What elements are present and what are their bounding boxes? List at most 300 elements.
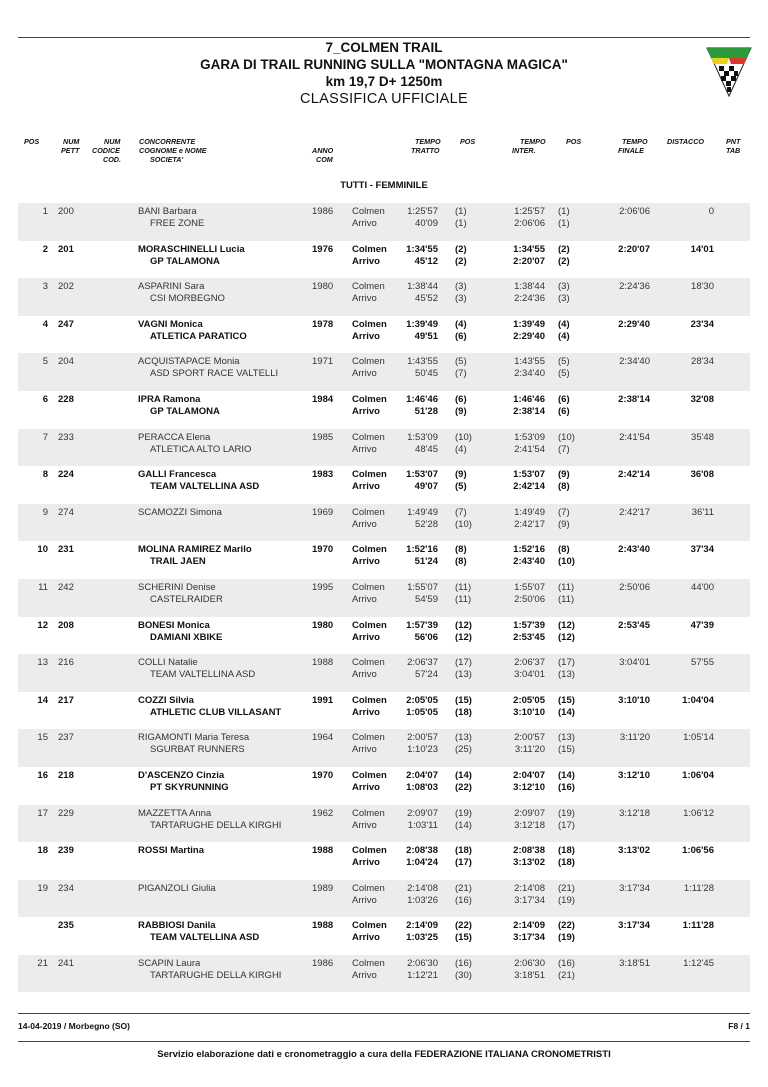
row-inter-time-1: 1:53'07 xyxy=(513,469,545,481)
row-checkpoint-1: Colmen xyxy=(352,920,387,932)
row-position: 16 xyxy=(37,769,48,781)
col-tempo-tratto-1: TEMPO xyxy=(415,137,441,146)
row-checkpoint-2: Arrivo xyxy=(352,857,380,869)
row-position: 4 xyxy=(42,318,48,330)
row-birth-year: 1988 xyxy=(312,657,334,669)
col-pos: POS xyxy=(24,137,40,146)
row-final-time: 2:42'14 xyxy=(618,469,650,481)
row-inter-time-2: 3:10'10 xyxy=(513,706,545,718)
row-split-pos-1: (16) xyxy=(455,957,472,969)
row-bib-number: 208 xyxy=(58,619,74,631)
row-checkpoint-2: Arrivo xyxy=(352,894,377,906)
row-inter-pos-2: (19) xyxy=(558,894,575,906)
col-num-codice-2: CODICE xyxy=(92,146,120,155)
row-split-pos-1: (12) xyxy=(455,619,472,631)
table-row xyxy=(18,278,750,316)
row-checkpoint-2: Arrivo xyxy=(352,443,377,455)
row-checkpoint-1: Colmen xyxy=(352,206,385,217)
row-final-time: 3:10'10 xyxy=(618,694,650,706)
col-num-codice-3: COD. xyxy=(103,155,121,164)
row-inter-time-2: 3:17'34 xyxy=(514,894,545,906)
row-final-time: 3:12'18 xyxy=(619,807,650,819)
row-inter-pos-1: (22) xyxy=(558,920,575,932)
row-club: FREE ZONE xyxy=(150,218,205,229)
col-concorrente-2: COGNOME e NOME xyxy=(139,146,207,155)
row-split-time-1: 1:53'09 xyxy=(407,431,438,443)
row-inter-pos-2: (19) xyxy=(558,932,575,944)
row-inter-pos-1: (12) xyxy=(558,619,575,631)
row-inter-pos-2: (12) xyxy=(558,631,575,643)
row-split-time-1: 2:14'08 xyxy=(407,882,438,894)
row-inter-time-1: 1:52'16 xyxy=(513,544,545,556)
row-inter-time-2: 2:34'40 xyxy=(514,368,545,380)
row-athlete-name: MOLINA RAMIREZ Marilo xyxy=(138,544,252,556)
row-final-time: 3:18'51 xyxy=(619,957,650,969)
row-gap: 47'39 xyxy=(690,619,714,631)
row-gap: 18'30 xyxy=(691,281,714,293)
row-inter-time-2: 3:12'10 xyxy=(513,781,545,793)
row-split-pos-2: (5) xyxy=(455,481,467,493)
fict-logo-icon xyxy=(705,42,753,98)
row-birth-year: 1962 xyxy=(312,807,334,819)
row-position: 21 xyxy=(37,957,48,969)
row-checkpoint-2: Arrivo xyxy=(352,932,380,944)
row-checkpoint-1: Colmen xyxy=(352,807,385,819)
col-concorrente-3: SOCIETA' xyxy=(150,155,184,164)
row-split-pos-2: (3) xyxy=(455,293,467,305)
row-athlete-name: BANI Barbara xyxy=(138,206,197,217)
race-distance: km 19,7 D+ 1250m xyxy=(325,74,443,89)
row-inter-pos-1: (13) xyxy=(558,732,575,744)
row-bib-number: 201 xyxy=(58,243,74,255)
row-inter-time-1: 2:05'05 xyxy=(513,694,545,706)
row-bib-number: 216 xyxy=(58,657,74,669)
row-split-pos-1: (5) xyxy=(455,356,467,368)
table-row xyxy=(18,241,750,279)
row-position: 3 xyxy=(42,281,48,293)
row-split-time-1: 1:39'49 xyxy=(406,318,438,330)
table-row xyxy=(18,579,750,617)
section-title: TUTTI - FEMMINILE xyxy=(340,180,428,191)
row-gap: 1:11'28 xyxy=(682,920,714,932)
row-split-time-1: 1:43'55 xyxy=(407,356,438,368)
row-bib-number: 231 xyxy=(58,544,74,556)
col-tempo-inter-2: INTER. xyxy=(512,146,536,155)
row-inter-pos-2: (3) xyxy=(558,293,570,305)
row-athlete-name: MAZZETTA Anna xyxy=(138,807,212,819)
row-checkpoint-1: Colmen xyxy=(352,318,387,330)
row-inter-time-1: 2:04'07 xyxy=(513,769,545,781)
row-bib-number: 200 xyxy=(58,206,74,217)
col-anno-1: ANNO xyxy=(312,146,334,155)
column-headers xyxy=(0,137,768,171)
row-final-time: 2:38'14 xyxy=(618,393,650,405)
row-split-time-2: 52'28 xyxy=(415,518,438,530)
row-gap: 36'11 xyxy=(691,506,714,518)
row-position: 19 xyxy=(37,882,48,894)
row-birth-year: 1970 xyxy=(312,544,334,556)
row-athlete-name: D'ASCENZO Cinzia xyxy=(138,769,225,781)
row-split-time-1: 2:04'07 xyxy=(406,769,438,781)
row-inter-time-2: 2:53'45 xyxy=(513,631,545,643)
table-row xyxy=(18,617,750,655)
row-split-pos-2: (1) xyxy=(455,218,467,229)
row-inter-pos-1: (21) xyxy=(558,882,575,894)
row-gap: 1:06'04 xyxy=(682,769,714,781)
row-split-time-2: 56'06 xyxy=(414,631,438,643)
row-split-pos-2: (13) xyxy=(455,669,472,681)
row-checkpoint-2: Arrivo xyxy=(352,819,377,831)
row-birth-year: 1986 xyxy=(312,957,334,969)
row-split-time-1: 1:25'57 xyxy=(407,206,438,217)
row-birth-year: 1988 xyxy=(312,920,334,932)
row-birth-year: 1995 xyxy=(312,581,334,593)
row-inter-pos-1: (5) xyxy=(558,356,570,368)
row-split-time-2: 1:03'11 xyxy=(407,819,438,831)
row-final-time: 3:13'02 xyxy=(618,845,650,857)
row-split-pos-1: (6) xyxy=(455,393,467,405)
row-inter-pos-2: (14) xyxy=(558,706,575,718)
row-inter-pos-2: (7) xyxy=(558,443,570,455)
row-gap: 44'00 xyxy=(691,581,714,593)
row-final-time: 2:53'45 xyxy=(618,619,650,631)
row-split-time-2: 45'12 xyxy=(414,255,438,267)
col-pos-tratto: POS xyxy=(460,137,476,146)
row-split-pos-2: (8) xyxy=(455,556,467,568)
row-inter-time-2: 3:17'34 xyxy=(513,932,545,944)
row-checkpoint-1: Colmen xyxy=(352,957,385,969)
row-position: 14 xyxy=(37,694,48,706)
row-inter-time-1: 1:55'07 xyxy=(514,581,545,593)
row-inter-pos-1: (9) xyxy=(558,469,570,481)
row-bib-number: 274 xyxy=(58,506,74,518)
row-split-pos-1: (13) xyxy=(455,732,472,744)
row-birth-year: 1976 xyxy=(312,243,334,255)
table-row xyxy=(18,316,750,354)
row-final-time: 2:43'40 xyxy=(618,544,650,556)
row-checkpoint-1: Colmen xyxy=(352,431,385,443)
results-table xyxy=(18,203,750,992)
row-checkpoint-2: Arrivo xyxy=(352,330,380,342)
row-bib-number: 217 xyxy=(58,694,74,706)
row-split-time-2: 50'45 xyxy=(415,368,438,380)
row-club: TARTARUGHE DELLA KIRGHI xyxy=(150,969,282,981)
row-split-time-1: 2:05'05 xyxy=(406,694,438,706)
row-inter-pos-2: (5) xyxy=(558,368,570,380)
row-inter-time-2: 2:29'40 xyxy=(513,330,545,342)
row-inter-time-2: 3:04'01 xyxy=(514,669,545,681)
row-club: ATLETICA ALTO LARIO xyxy=(150,443,252,455)
footer-page-number: F8 / 1 xyxy=(728,1021,750,1031)
top-rule xyxy=(18,37,750,38)
row-checkpoint-1: Colmen xyxy=(352,732,385,744)
row-split-time-2: 1:10'23 xyxy=(407,744,438,756)
race-subtitle: GARA DI TRAIL RUNNING SULLA "MONTAGNA MAGICA" xyxy=(200,57,568,72)
row-club: GP TALAMONA xyxy=(150,255,220,267)
row-final-time: 3:11'20 xyxy=(619,732,650,744)
row-split-time-1: 1:57'39 xyxy=(406,619,438,631)
row-bib-number: 234 xyxy=(58,882,74,894)
row-split-time-2: 40'09 xyxy=(415,218,438,229)
row-club: TEAM VALTELLINA ASD xyxy=(150,669,256,681)
row-inter-time-1: 1:57'39 xyxy=(513,619,545,631)
row-gap: 35'48 xyxy=(691,431,714,443)
row-club: ASD SPORT RACE VALTELLI xyxy=(150,368,279,380)
row-inter-time-1: 2:09'07 xyxy=(514,807,545,819)
row-inter-time-2: 2:42'14 xyxy=(513,481,545,493)
row-split-time-1: 1:34'55 xyxy=(406,243,438,255)
row-split-pos-2: (9) xyxy=(455,405,467,417)
row-club: GP TALAMONA xyxy=(150,405,220,417)
row-split-time-2: 1:12'21 xyxy=(407,969,438,981)
row-inter-pos-2: (13) xyxy=(558,669,575,681)
table-row xyxy=(18,805,750,843)
row-inter-time-2: 3:13'02 xyxy=(513,857,545,869)
row-split-pos-2: (2) xyxy=(455,255,467,267)
row-club: CSI MORBEGNO xyxy=(150,293,225,305)
row-split-time-1: 2:08'38 xyxy=(406,845,438,857)
row-split-pos-1: (8) xyxy=(455,544,467,556)
row-position: 1 xyxy=(42,206,48,217)
row-split-time-1: 2:00'57 xyxy=(407,732,438,744)
row-final-time: 2:24'36 xyxy=(619,281,650,293)
row-inter-pos-1: (11) xyxy=(558,581,575,593)
row-gap: 1:06'12 xyxy=(683,807,714,819)
row-split-pos-1: (21) xyxy=(455,882,472,894)
row-inter-time-2: 2:20'07 xyxy=(513,255,545,267)
row-position: 9 xyxy=(42,506,48,518)
row-gap: 36'08 xyxy=(690,469,714,481)
row-athlete-name: IPRA Ramona xyxy=(138,393,201,405)
row-athlete-name: PIGANZOLI Giulia xyxy=(138,882,216,894)
row-split-time-1: 2:09'07 xyxy=(407,807,438,819)
row-checkpoint-2: Arrivo xyxy=(352,218,377,229)
row-club: TEAM VALTELLINA ASD xyxy=(150,932,260,944)
col-concorrente-1: CONCORRENTE xyxy=(139,137,196,146)
table-row xyxy=(18,429,750,467)
row-split-pos-1: (7) xyxy=(455,506,467,518)
row-bib-number: 233 xyxy=(58,431,74,443)
row-split-pos-1: (22) xyxy=(455,920,472,932)
row-inter-time-2: 2:42'17 xyxy=(514,518,545,530)
table-row xyxy=(18,541,750,579)
row-final-time: 3:12'10 xyxy=(618,769,650,781)
table-row xyxy=(18,391,750,429)
row-bib-number: 224 xyxy=(58,469,74,481)
row-split-time-2: 49'51 xyxy=(414,330,438,342)
row-club: TRAIL JAEN xyxy=(150,556,206,568)
row-inter-pos-2: (18) xyxy=(558,857,575,869)
row-bib-number: 239 xyxy=(58,845,74,857)
row-split-pos-2: (30) xyxy=(455,969,472,981)
row-inter-pos-1: (19) xyxy=(558,807,575,819)
row-inter-time-2: 3:18'51 xyxy=(514,969,545,981)
row-club: CASTELRAIDER xyxy=(150,593,223,605)
row-inter-pos-1: (6) xyxy=(558,393,570,405)
row-split-pos-1: (10) xyxy=(455,431,472,443)
row-inter-pos-2: (11) xyxy=(558,593,575,605)
row-inter-time-2: 2:50'06 xyxy=(514,593,545,605)
row-checkpoint-2: Arrivo xyxy=(352,255,380,267)
row-split-pos-2: (12) xyxy=(455,631,472,643)
table-row xyxy=(18,955,750,993)
row-inter-time-2: 3:11'20 xyxy=(514,744,545,756)
row-inter-time-2: 2:06'06 xyxy=(514,218,545,229)
row-club: TARTARUGHE DELLA KIRGHI xyxy=(150,819,282,831)
row-checkpoint-1: Colmen xyxy=(352,581,385,593)
row-checkpoint-1: Colmen xyxy=(352,694,387,706)
row-split-time-2: 48'45 xyxy=(415,443,438,455)
row-split-time-2: 1:08'03 xyxy=(406,781,438,793)
row-split-time-2: 57'24 xyxy=(415,669,438,681)
row-birth-year: 1988 xyxy=(312,845,334,857)
row-inter-pos-2: (17) xyxy=(558,819,575,831)
row-bib-number: 229 xyxy=(58,807,74,819)
row-split-time-1: 1:52'16 xyxy=(406,544,438,556)
row-birth-year: 1985 xyxy=(312,431,334,443)
row-birth-year: 1980 xyxy=(312,281,334,293)
table-row xyxy=(18,842,750,880)
row-birth-year: 1964 xyxy=(312,732,334,744)
table-row xyxy=(18,767,750,805)
row-checkpoint-1: Colmen xyxy=(352,882,385,894)
row-split-pos-2: (22) xyxy=(455,781,472,793)
row-split-time-2: 1:05'05 xyxy=(406,706,438,718)
row-split-pos-2: (7) xyxy=(455,368,467,380)
row-athlete-name: GALLI Francesca xyxy=(138,469,217,481)
row-gap: 1:05'14 xyxy=(683,732,714,744)
row-split-time-2: 49'07 xyxy=(414,481,438,493)
race-title: 7_COLMEN TRAIL xyxy=(325,40,443,55)
row-inter-pos-1: (8) xyxy=(558,544,570,556)
row-checkpoint-2: Arrivo xyxy=(352,556,380,568)
row-inter-pos-2: (10) xyxy=(558,556,575,568)
row-split-time-1: 1:46'46 xyxy=(406,393,438,405)
row-split-pos-1: (11) xyxy=(455,581,472,593)
row-gap: 37'34 xyxy=(690,544,714,556)
row-inter-pos-2: (16) xyxy=(558,781,575,793)
row-inter-time-1: 2:14'09 xyxy=(513,920,545,932)
row-inter-time-1: 2:06'30 xyxy=(514,957,545,969)
row-checkpoint-2: Arrivo xyxy=(352,405,380,417)
row-birth-year: 1980 xyxy=(312,619,334,631)
row-inter-pos-1: (7) xyxy=(558,506,570,518)
row-inter-time-1: 2:00'57 xyxy=(514,732,545,744)
row-inter-pos-2: (6) xyxy=(558,405,570,417)
row-split-pos-1: (14) xyxy=(455,769,472,781)
row-position: 6 xyxy=(42,393,48,405)
row-inter-pos-1: (14) xyxy=(558,769,575,781)
row-position: 8 xyxy=(42,469,48,481)
row-gap: 23'34 xyxy=(690,318,714,330)
row-split-pos-1: (1) xyxy=(455,206,467,217)
row-athlete-name: COLLI Natalie xyxy=(138,657,198,669)
row-birth-year: 1983 xyxy=(312,469,334,481)
row-inter-time-2: 2:43'40 xyxy=(513,556,545,568)
table-row xyxy=(18,466,750,504)
table-row xyxy=(18,654,750,692)
row-checkpoint-1: Colmen xyxy=(352,845,387,857)
row-birth-year: 1989 xyxy=(312,882,334,894)
row-inter-time-2: 2:24'36 xyxy=(514,293,545,305)
row-split-pos-1: (19) xyxy=(455,807,472,819)
row-checkpoint-1: Colmen xyxy=(352,544,387,556)
row-athlete-name: ASPARINI Sara xyxy=(138,281,205,293)
row-gap: 0 xyxy=(708,206,714,217)
row-split-pos-2: (4) xyxy=(455,443,467,455)
row-inter-time-2: 2:41'54 xyxy=(514,443,545,455)
table-row xyxy=(18,880,750,918)
row-inter-pos-1: (18) xyxy=(558,845,575,857)
row-athlete-name: SCAPIN Laura xyxy=(138,957,201,969)
row-inter-time-1: 1:39'49 xyxy=(513,318,545,330)
row-inter-time-1: 1:38'44 xyxy=(514,281,545,293)
row-athlete-name: PERACCA Elena xyxy=(138,431,211,443)
row-split-pos-2: (16) xyxy=(455,894,472,906)
row-birth-year: 1971 xyxy=(312,356,334,368)
row-gap: 28'34 xyxy=(691,356,714,368)
row-position: 12 xyxy=(37,619,48,631)
row-final-time: 2:29'40 xyxy=(618,318,650,330)
row-checkpoint-1: Colmen xyxy=(352,506,385,518)
row-inter-time-1: 1:49'49 xyxy=(514,506,545,518)
row-split-pos-2: (14) xyxy=(455,819,472,831)
row-checkpoint-2: Arrivo xyxy=(352,593,377,605)
row-split-time-1: 2:06'37 xyxy=(407,657,438,669)
row-inter-time-2: 3:12'18 xyxy=(514,819,545,831)
row-inter-time-1: 2:14'08 xyxy=(514,882,545,894)
row-position: 2 xyxy=(42,243,48,255)
row-checkpoint-1: Colmen xyxy=(352,281,385,293)
col-num-codice-1: NUM xyxy=(104,137,121,146)
row-inter-time-1: 2:06'37 xyxy=(514,657,545,669)
row-inter-time-1: 1:34'55 xyxy=(513,243,545,255)
footer-rule-bottom xyxy=(18,1041,750,1042)
row-split-pos-1: (17) xyxy=(455,657,472,669)
row-split-time-1: 1:38'44 xyxy=(407,281,438,293)
col-pnt-tab-1: PNT xyxy=(726,137,741,146)
row-bib-number: 204 xyxy=(58,356,74,368)
row-split-pos-1: (18) xyxy=(455,845,472,857)
row-gap: 1:11'28 xyxy=(683,882,714,894)
row-inter-pos-2: (9) xyxy=(558,518,570,530)
row-position: 11 xyxy=(38,581,48,593)
row-checkpoint-1: Colmen xyxy=(352,243,387,255)
row-club: ATLETICA PARATICO xyxy=(150,330,247,342)
col-distacco: DISTACCO xyxy=(667,137,704,146)
row-athlete-name: MORASCHINELLI Lucia xyxy=(138,243,245,255)
row-athlete-name: BONESI Monica xyxy=(138,619,210,631)
row-inter-pos-2: (15) xyxy=(558,744,575,756)
row-checkpoint-2: Arrivo xyxy=(352,969,377,981)
row-checkpoint-2: Arrivo xyxy=(352,669,377,681)
row-inter-pos-1: (15) xyxy=(558,694,575,706)
row-split-pos-2: (18) xyxy=(455,706,472,718)
row-checkpoint-2: Arrivo xyxy=(352,631,380,643)
table-row xyxy=(18,692,750,730)
row-athlete-name: SCHERINI Denise xyxy=(138,581,216,593)
row-split-time-2: 51'28 xyxy=(414,405,438,417)
row-inter-pos-1: (4) xyxy=(558,318,570,330)
row-gap: 14'01 xyxy=(690,243,714,255)
row-inter-time-2: 2:38'14 xyxy=(513,405,545,417)
row-checkpoint-2: Arrivo xyxy=(352,293,377,305)
row-club: PT SKYRUNNING xyxy=(150,781,229,793)
row-inter-pos-1: (2) xyxy=(558,243,570,255)
row-gap: 1:06'56 xyxy=(682,845,714,857)
row-checkpoint-2: Arrivo xyxy=(352,781,380,793)
row-split-time-1: 1:53'07 xyxy=(406,469,438,481)
